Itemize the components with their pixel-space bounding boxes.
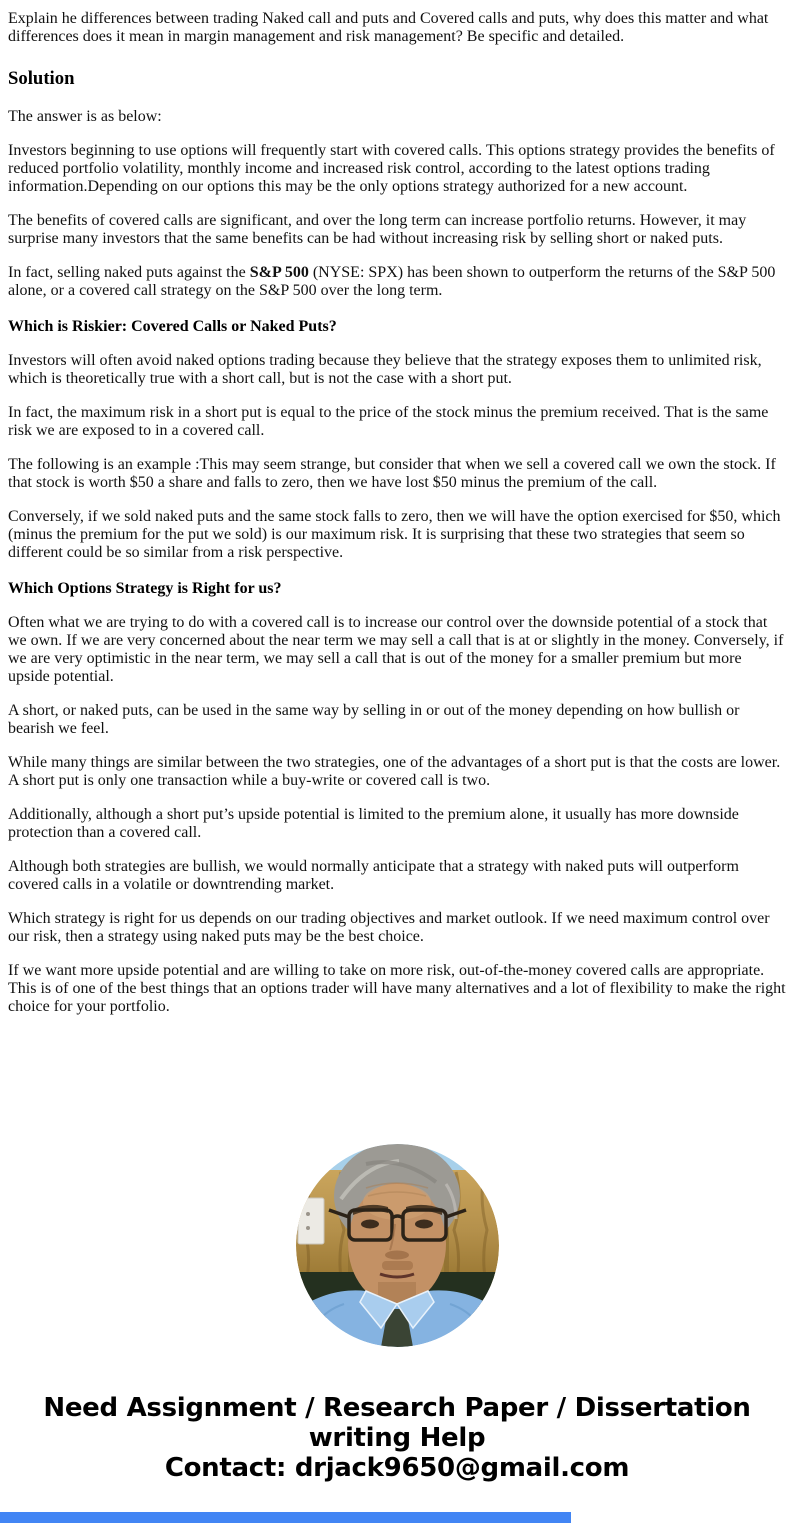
question-text: Explain he differences between trading Naked call and puts and Covered calls and puts, why does this matter and what differences does it mean in margin management and risk management? Be specific and detailed. <box>8 10 769 45</box>
tutor-photo <box>296 1144 499 1347</box>
sp500-bold-text: S&P 500 <box>249 264 309 281</box>
footer-help-text: Need Assignment / Research Paper / Dissertation writing Help <box>43 1393 751 1453</box>
paragraph: The benefits of covered calls are significant, and over the long term can increase portfolio returns. However, it may surprise many investors that the same benefits can be had without increasing risk by selling short or naked puts. <box>8 212 747 247</box>
strategy-subheading: Which Options Strategy is Right for us? <box>8 580 282 597</box>
paragraph: Which strategy is right for us depends on our trading objectives and market outlook. If we need maximum control over our risk, then a strategy using naked puts may be the best choice. <box>8 910 770 945</box>
paragraph: If we want more upside potential and are willing to take on more risk, out-of-the-money covered calls are appropriate. This is of one of the best things that an options trader will have many alternatives and a lot of flexibility to make the right choice for your portfolio. <box>8 962 786 1015</box>
riskier-subheading: Which is Riskier: Covered Calls or Naked Puts? <box>8 318 337 335</box>
paragraph: Investors will often avoid naked options trading because they believe that the strategy exposes them to unlimited risk, which is theoretically true with a short call, but is not the case with a short put. <box>8 352 762 387</box>
portrait-illustration <box>296 1144 499 1347</box>
bottom-progress-bar <box>0 1512 571 1523</box>
paragraph: A short, or naked puts, can be used in the same way by selling in or out of the money depending on how bullish or bearish we feel. <box>8 702 740 737</box>
paragraph-sp500 <box>8 264 786 300</box>
footer-banner <box>0 1393 794 1483</box>
answer-intro: The answer is as below: <box>8 108 162 125</box>
paragraph: Although both strategies are bullish, we would normally anticipate that a strategy with naked puts will outperform covered calls in a volatile or downtrending market. <box>8 858 739 893</box>
paragraph: Investors beginning to use options will frequently start with covered calls. This options strategy provides the benefits of reduced portfolio volatility, monthly income and increased risk control, according to the latest options trading information.Depending on our options this may be the only options strategy authorized for a new account. <box>8 142 775 195</box>
solution-heading: Solution <box>8 68 75 89</box>
paragraph: Additionally, although a short put’s upside potential is limited to the premium alone, it usually has more downside protection than a covered call. <box>8 806 739 841</box>
paragraph: Often what we are trying to do with a covered call is to increase our control over the downside potential of a stock that we own. If we are very concerned about the near term we may sell a call that is at or slightly in the money. Conversely, if we are very optimistic in the near term, we may sell a call that is out of the money for a smaller premium but more upside potential. <box>8 614 784 685</box>
paragraph: While many things are similar between the two strategies, one of the advantages of a short put is that the costs are lower. A short put is only one transaction while a buy-write or covered call is two. <box>8 754 781 789</box>
footer-contact-email: Contact: drjack9650@gmail.com <box>164 1453 630 1483</box>
paragraph-text: (NYSE: SPX) has been shown to outperform the returns of the S&P 500 alone, or a covered call strategy on the S&P 500 over the long term. <box>8 264 776 299</box>
paragraph: The following is an example :This may seem strange, but consider that when we sell a covered call we own the stock. If that stock is worth $50 a share and falls to zero, then we have lost $50 minus the premium of the call. <box>8 456 776 491</box>
paragraph-text: In fact, selling naked puts against the <box>8 264 250 281</box>
tutor-photo-section <box>0 1144 794 1347</box>
paragraph: In fact, the maximum risk in a short put is equal to the price of the stock minus the premium received. That is the same risk we are exposed to in a covered call. <box>8 404 769 439</box>
paragraph: Conversely, if we sold naked puts and the same stock falls to zero, then we will have the option exercised for $50, which (minus the premium for the put we sold) is our maximum risk. It is surprising that these two strategies that seem so different could be so similar from a risk perspective. <box>8 508 781 561</box>
